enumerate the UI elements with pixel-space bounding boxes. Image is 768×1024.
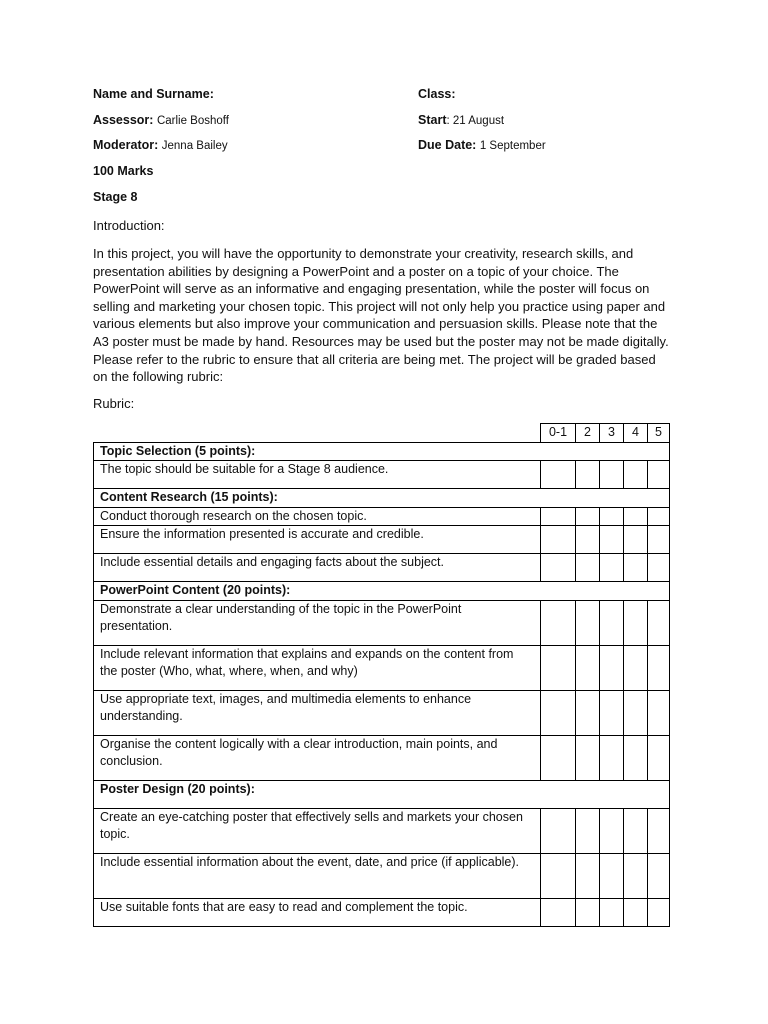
score-header-row	[94, 424, 670, 443]
score-cell[interactable]	[648, 735, 670, 780]
criteria-row	[94, 554, 670, 582]
score-header-4: 4	[624, 424, 648, 443]
score-cell[interactable]	[648, 853, 670, 898]
due-date-field	[418, 138, 546, 152]
score-cell[interactable]	[576, 645, 600, 690]
score-cell[interactable]	[541, 735, 576, 780]
score-cell[interactable]	[624, 853, 648, 898]
score-cell[interactable]	[648, 645, 670, 690]
moderator-value: Jenna Bailey	[161, 140, 228, 152]
criteria-text: Include essential information about the event, date, and price (if applicable).	[94, 853, 541, 898]
assessor-field	[93, 113, 229, 127]
assessor-label: Assessor:	[93, 113, 154, 127]
criteria-row	[94, 735, 670, 780]
score-cell[interactable]	[624, 600, 648, 645]
criteria-text: Create an eye-catching poster that effectively sells and markets your chosen topic.	[94, 808, 541, 853]
score-cell[interactable]	[576, 853, 600, 898]
score-cell[interactable]	[648, 526, 670, 554]
score-cell[interactable]	[624, 645, 648, 690]
moderator-field	[93, 138, 228, 152]
criteria-text: Conduct thorough research on the chosen topic.	[94, 507, 541, 526]
score-cell[interactable]	[541, 526, 576, 554]
total-marks: 100 Marks	[93, 164, 154, 178]
score-cell[interactable]	[541, 507, 576, 526]
score-cell[interactable]	[648, 808, 670, 853]
criteria-row	[94, 600, 670, 645]
stage-label: Stage 8	[93, 190, 138, 204]
score-cell[interactable]	[648, 600, 670, 645]
score-cell[interactable]	[648, 461, 670, 489]
rubric-label: Rubric:	[93, 396, 135, 411]
moderator-label: Moderator:	[93, 138, 159, 152]
intro-heading: Introduction:	[93, 218, 165, 233]
score-cell[interactable]	[600, 808, 624, 853]
score-cell[interactable]	[576, 690, 600, 735]
section-row	[94, 780, 670, 808]
score-cell[interactable]	[576, 808, 600, 853]
score-cell[interactable]	[576, 735, 600, 780]
score-header-3: 3	[600, 424, 624, 443]
score-cell[interactable]	[541, 645, 576, 690]
section-title: Content Research (15 points):	[94, 489, 670, 508]
class-label: Class:	[418, 87, 456, 101]
score-cell[interactable]	[624, 554, 648, 582]
assessor-value: Carlie Boshoff	[156, 115, 229, 127]
criteria-row	[94, 898, 670, 926]
criteria-row	[94, 507, 670, 526]
score-cell[interactable]	[576, 461, 600, 489]
score-cell[interactable]	[624, 461, 648, 489]
score-cell[interactable]	[600, 554, 624, 582]
criteria-text: Use appropriate text, images, and multimedia elements to enhance understanding.	[94, 690, 541, 735]
score-cell[interactable]	[541, 808, 576, 853]
score-cell[interactable]	[600, 600, 624, 645]
score-cell[interactable]	[624, 735, 648, 780]
section-row	[94, 442, 670, 461]
section-row	[94, 582, 670, 601]
empty-header-cell	[94, 424, 541, 443]
score-cell[interactable]	[600, 461, 624, 489]
section-title: Topic Selection (5 points):	[94, 442, 670, 461]
score-cell[interactable]	[576, 526, 600, 554]
start-field	[418, 113, 504, 127]
criteria-text: Include essential details and engaging facts about the subject.	[94, 554, 541, 582]
criteria-row	[94, 461, 670, 489]
score-cell[interactable]	[600, 898, 624, 926]
score-cell[interactable]	[541, 853, 576, 898]
score-cell[interactable]	[541, 600, 576, 645]
score-cell[interactable]	[541, 461, 576, 489]
score-cell[interactable]	[624, 808, 648, 853]
rubric-table	[93, 423, 670, 927]
score-cell[interactable]	[541, 690, 576, 735]
name-surname-label: Name and Surname:	[93, 87, 214, 101]
criteria-text: Include relevant information that explains and expands on the content from the poster (Who, what, where, when, and why)	[94, 645, 541, 690]
start-label: Start	[418, 113, 447, 127]
moderator-due-row	[93, 138, 669, 156]
score-cell[interactable]	[576, 898, 600, 926]
criteria-text: Ensure the information presented is accurate and credible.	[94, 526, 541, 554]
score-cell[interactable]	[600, 645, 624, 690]
assessor-start-row	[93, 113, 669, 131]
score-cell[interactable]	[624, 507, 648, 526]
criteria-text: The topic should be suitable for a Stage 8 audience.	[94, 461, 541, 489]
intro-paragraph: In this project, you will have the opportunity to demonstrate your creativity, research skills, and presentation abilities by designing a PowerPoint and a poster on a topic of your choice. The PowerPoint will serve as an informative and engaging presentation, while the poster will focus on selling and marketing your chosen topic. This project will not only help you practice using paper and various elements but also improve your communication and persuasion skills. Please note that the A3 poster must be made by hand. Resources may be used but the poster may not be made digitally. Please refer to the rubric to ensure that all criteria are being met. The project will be graded based on the following rubric:	[93, 246, 669, 385]
score-header-5: 5	[648, 424, 670, 443]
score-cell[interactable]	[576, 600, 600, 645]
score-cell[interactable]	[648, 898, 670, 926]
criteria-row	[94, 690, 670, 735]
start-value: : 21 August	[446, 115, 505, 127]
score-cell[interactable]	[576, 554, 600, 582]
score-cell[interactable]	[600, 507, 624, 526]
criteria-row	[94, 645, 670, 690]
score-cell[interactable]	[624, 690, 648, 735]
section-title: PowerPoint Content (20 points):	[94, 582, 670, 601]
score-cell[interactable]	[600, 690, 624, 735]
score-cell[interactable]	[648, 507, 670, 526]
score-header-2: 2	[576, 424, 600, 443]
criteria-row	[94, 526, 670, 554]
section-title: Poster Design (20 points):	[94, 780, 670, 808]
section-row	[94, 489, 670, 508]
criteria-row	[94, 808, 670, 853]
due-date-label: Due Date:	[418, 138, 477, 152]
score-cell[interactable]	[600, 735, 624, 780]
score-cell[interactable]	[576, 507, 600, 526]
criteria-row	[94, 853, 670, 898]
due-date-value: 1 September	[479, 140, 546, 152]
score-cell[interactable]	[648, 690, 670, 735]
score-cell[interactable]	[600, 853, 624, 898]
name-class-row	[93, 87, 669, 105]
score-cell[interactable]	[624, 898, 648, 926]
score-cell[interactable]	[600, 526, 624, 554]
score-cell[interactable]	[541, 554, 576, 582]
score-cell[interactable]	[624, 526, 648, 554]
criteria-text: Demonstrate a clear understanding of the topic in the PowerPoint presentation.	[94, 600, 541, 645]
criteria-text: Use suitable fonts that are easy to read and complement the topic.	[94, 898, 541, 926]
score-header-0-1: 0-1	[541, 424, 576, 443]
score-cell[interactable]	[648, 554, 670, 582]
criteria-text: Organise the content logically with a clear introduction, main points, and conclusion.	[94, 735, 541, 780]
score-cell[interactable]	[541, 898, 576, 926]
